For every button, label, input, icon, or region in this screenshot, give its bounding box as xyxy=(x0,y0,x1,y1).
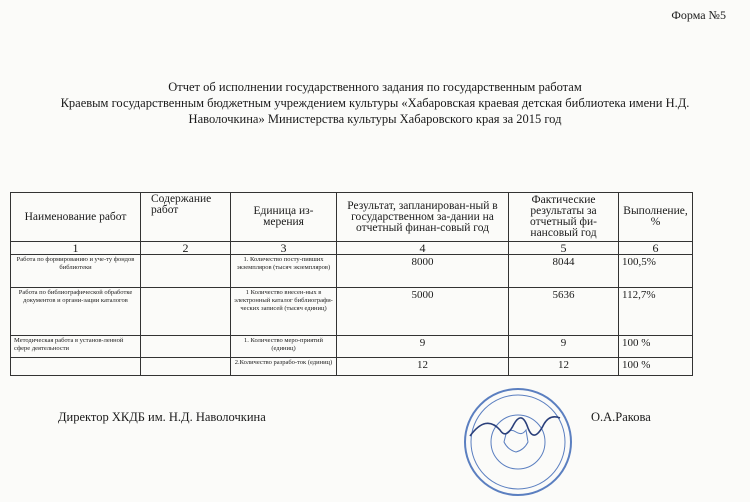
signature-scribble xyxy=(470,417,560,436)
actual-value: 8044 xyxy=(509,255,619,288)
column-number: 4 xyxy=(337,242,509,255)
title-line-2: Краевым государственным бюджетным учреждением культуры «Хабаровская краевая детская библиотека имени Н.Д. xyxy=(60,96,690,110)
column-number: 5 xyxy=(509,242,619,255)
director-title: Директор ХКДБ им. Н.Д. Наволочкина xyxy=(58,410,266,424)
work-unit: 1. Количество посту-пивших экземпляров (тысяч экземпляров) xyxy=(231,255,337,288)
completion-value: 100 % xyxy=(619,358,693,376)
stamp-graphic xyxy=(465,389,571,495)
actual-value: 12 xyxy=(509,358,619,376)
stamp-inner-ring xyxy=(491,415,545,469)
work-content xyxy=(141,288,231,336)
header-row xyxy=(11,193,693,242)
completion-value: 100 % xyxy=(619,336,693,358)
column-number: 1 xyxy=(11,242,141,255)
planned-value: 8000 xyxy=(337,255,509,288)
work-name: Методическая работа в установ-ленной сфере деятельности xyxy=(11,336,141,358)
work-content xyxy=(141,336,231,358)
work-name: Работа по библиографической обработке документов и органи-зации каталогов xyxy=(11,288,141,336)
report-title xyxy=(0,79,750,127)
work-name xyxy=(11,358,141,376)
work-content xyxy=(141,358,231,376)
planned-value: 5000 xyxy=(337,288,509,336)
report-table xyxy=(10,192,693,376)
table-row xyxy=(11,358,693,376)
completion-value: 100,5% xyxy=(619,255,693,288)
actual-value: 5636 xyxy=(509,288,619,336)
work-unit: 1. Количество меро-приятий (единиц) xyxy=(231,336,337,358)
planned-value: 12 xyxy=(337,358,509,376)
header-planned: Результат, запланирован-ный в государственном за-дании на отчетный финан-совый год xyxy=(337,193,509,242)
table-row xyxy=(11,288,693,336)
form-number: Форма №5 xyxy=(671,8,726,22)
title-line-1: Отчет об исполнении государственного задания по государственным работам xyxy=(168,80,582,94)
actual-value: 9 xyxy=(509,336,619,358)
stamp-outer-ring xyxy=(465,389,571,495)
work-unit: 1 Количество внесен-ных в электронный каталог библиографи-ческих записей (тысяч единиц) xyxy=(231,288,337,336)
table-row xyxy=(11,336,693,358)
work-name: Работа по формированию и уче-ту фондов библиотеки xyxy=(11,255,141,288)
work-unit: 2.Количество разрабо-ток (единиц) xyxy=(231,358,337,376)
completion-value: 112,7% xyxy=(619,288,693,336)
column-number: 3 xyxy=(231,242,337,255)
planned-value: 9 xyxy=(337,336,509,358)
official-stamp-icon xyxy=(462,386,574,498)
title-line-3: Наволочкина» Министерства культуры Хабаровского края за 2015 год xyxy=(188,112,562,126)
header-name: Наименование работ xyxy=(11,193,141,242)
director-name: О.А.Ракова xyxy=(591,410,651,424)
column-number-row xyxy=(11,242,693,255)
stamp-middle-ring xyxy=(471,395,565,489)
header-actual: Фактические результаты за отчетный фи-нансовый год xyxy=(509,193,619,242)
column-number: 6 xyxy=(619,242,693,255)
work-content xyxy=(141,255,231,288)
header-unit: Единица из-мерения xyxy=(231,193,337,242)
header-completion: Выполнение, % xyxy=(619,193,693,242)
table-row xyxy=(11,255,693,288)
header-content: Содержание работ xyxy=(141,193,231,242)
column-number: 2 xyxy=(141,242,231,255)
